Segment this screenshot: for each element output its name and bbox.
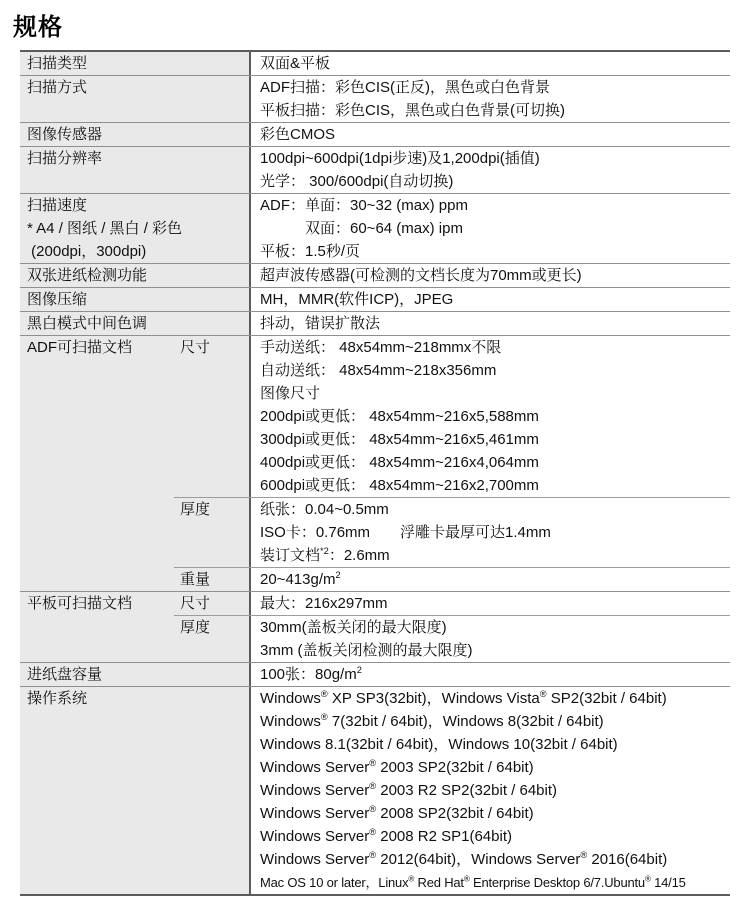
sub-label: 尺寸 bbox=[180, 595, 211, 612]
value-line: 抖动，错误扩散法 bbox=[260, 315, 381, 332]
sub-label: 厚度 bbox=[180, 619, 211, 636]
row-scan-method bbox=[20, 76, 730, 123]
value-line: Windows Server® 2008 SP2(32bit / 64bit) bbox=[260, 804, 534, 822]
label-line: 扫描速度 bbox=[27, 197, 88, 214]
value-line: 3mm (盖板关闭检测的最大限度) bbox=[260, 642, 473, 659]
value-cell bbox=[249, 264, 730, 287]
value-cell bbox=[249, 616, 730, 662]
row-tray-capacity bbox=[20, 663, 730, 687]
value-line: 100dpi~600dpi(1dpi步速)及1,200dpi(插值) bbox=[260, 150, 540, 167]
row-flatbed-scannable-document bbox=[20, 592, 730, 663]
row-scan-resolution bbox=[20, 147, 730, 194]
value-cell bbox=[249, 568, 730, 591]
sub-rows bbox=[174, 592, 730, 662]
value-line: 双面&平板 bbox=[260, 55, 331, 72]
value-line: Windows Server® 2003 R2 SP2(32bit / 64bit) bbox=[260, 781, 558, 799]
value-line: 100张：$80g/m^2$ bbox=[260, 665, 362, 683]
value-cell bbox=[249, 498, 730, 567]
subrow-thickness bbox=[174, 616, 730, 662]
label-cell bbox=[20, 288, 249, 311]
label-cell bbox=[20, 312, 249, 335]
label-cell bbox=[20, 663, 249, 686]
label-line: 图像压缩 bbox=[27, 291, 88, 308]
sub-label-cell bbox=[174, 568, 249, 591]
label-line: (200dpi，300dpi) bbox=[27, 243, 147, 260]
value-line: ISO卡：0.76mm 浮雕卡最厚可达1.4mm bbox=[260, 524, 551, 541]
value-line: 平板：1.5秒/页 bbox=[260, 243, 361, 260]
value-cell bbox=[249, 288, 730, 311]
value-line: 装订文档$^{*2}$：2.6mm bbox=[260, 546, 390, 564]
value-cell bbox=[249, 687, 730, 894]
value-line: Mac OS 10 or later，Linux® Red Hat® Enterprise Desktop 6/7.Ubuntu® 14/15 bbox=[260, 874, 686, 890]
label-cell bbox=[20, 687, 249, 894]
sub-label: 尺寸 bbox=[180, 339, 211, 356]
value-line: 最大：216x297mm bbox=[260, 595, 388, 612]
value-line: 纸张：0.04~0.5mm bbox=[260, 501, 389, 518]
value-line: MH，MMR(软件ICP)，JPEG bbox=[260, 291, 454, 308]
value-line: 光学： 300/600dpi(自动切换) bbox=[260, 173, 454, 190]
row-scan-type bbox=[20, 52, 730, 76]
label-line: 黑白模式中间色调 bbox=[27, 315, 148, 332]
page-title: 规格 bbox=[13, 14, 63, 41]
value-line: 双面：60~64 (max) ipm bbox=[260, 220, 463, 237]
label-cell bbox=[20, 123, 249, 146]
value-cell bbox=[249, 123, 730, 146]
label-cell bbox=[20, 194, 249, 263]
label-line: 平板可扫描文档 bbox=[27, 595, 133, 612]
value-cell bbox=[249, 592, 730, 615]
sub-label-cell bbox=[174, 498, 249, 567]
value-line: 自动送纸： 48x54mm~218x356mm bbox=[260, 362, 497, 379]
sub-label-cell bbox=[174, 616, 249, 662]
value-line: 400dpi或更低： 48x54mm~216x4,064mm bbox=[260, 454, 539, 471]
value-line: Windows 8.1(32bit / 64bit)，Windows 10(32bit / 64bit) bbox=[260, 736, 618, 753]
label-cell bbox=[20, 592, 174, 662]
value-line: 600dpi或更低： 48x54mm~216x2,700mm bbox=[260, 477, 539, 494]
value-cell bbox=[249, 52, 730, 75]
label-cell bbox=[20, 52, 249, 75]
label-line: 扫描类型 bbox=[27, 55, 88, 72]
label-line: 扫描方式 bbox=[27, 79, 88, 96]
label-line: 扫描分辨率 bbox=[27, 150, 103, 167]
sub-rows bbox=[174, 336, 730, 591]
value-line: 手动送纸： 48x54mm~218mmx不限 bbox=[260, 339, 502, 356]
value-cell bbox=[249, 312, 730, 335]
spec-table bbox=[20, 50, 730, 896]
value-cell bbox=[249, 663, 730, 686]
subrow-size bbox=[174, 592, 730, 616]
value-line: Windows® XP SP3(32bit)，Windows Vista® SP2(32bit / 64bit) bbox=[260, 689, 667, 707]
sub-label-cell bbox=[174, 336, 249, 497]
value-line: 300dpi或更低： 48x54mm~216x5,461mm bbox=[260, 431, 539, 448]
value-cell bbox=[249, 336, 730, 497]
value-line: 平板扫描：彩色CIS，黑色或白色背景(可切换) bbox=[260, 102, 565, 119]
sub-label: 厚度 bbox=[180, 501, 211, 518]
value-line: Windows Server® 2012(64bit)，Windows Server® 2016(64bit) bbox=[260, 850, 668, 868]
value-line: Windows Server® 2008 R2 SP1(64bit) bbox=[260, 827, 512, 845]
value-line: 彩色CMOS bbox=[260, 126, 336, 143]
label-line: * A4 / 图纸 / 黑白 / 彩色 bbox=[27, 220, 183, 237]
value-line: ADF扫描：彩色CIS(正反)，黑色或白色背景 bbox=[260, 79, 550, 96]
subrow-thickness bbox=[174, 498, 730, 568]
value-line: 30mm(盖板关闭的最大限度) bbox=[260, 619, 447, 636]
subrow-weight bbox=[174, 568, 730, 591]
row-double-feed-detection bbox=[20, 264, 730, 288]
row-adf-scannable-document bbox=[20, 336, 730, 592]
value-line: Windows Server® 2003 SP2(32bit / 64bit) bbox=[260, 758, 534, 776]
value-cell bbox=[249, 147, 730, 193]
label-cell bbox=[20, 336, 174, 591]
label-line: 操作系统 bbox=[27, 690, 88, 707]
label-line: 图像传感器 bbox=[27, 126, 103, 143]
label-line: 进纸盘容量 bbox=[27, 666, 103, 683]
value-line: Windows® 7(32bit / 64bit)，Windows 8(32bit / 64bit) bbox=[260, 712, 604, 730]
label-cell bbox=[20, 76, 249, 122]
value-line: 超声波传感器(可检测的文档长度为70mm或更长) bbox=[260, 267, 582, 284]
value-line: $20\sim 413g/m^2$ bbox=[260, 570, 341, 588]
label-cell bbox=[20, 147, 249, 193]
row-image-sensor bbox=[20, 123, 730, 147]
row-operating-system bbox=[20, 687, 730, 894]
label-cell bbox=[20, 264, 249, 287]
row-scan-speed bbox=[20, 194, 730, 264]
row-bw-halftone bbox=[20, 312, 730, 336]
label-line: 双张进纸检测功能 bbox=[27, 267, 148, 284]
sub-label-cell bbox=[174, 592, 249, 615]
sub-label: 重量 bbox=[180, 571, 211, 588]
value-line: ADF：单面：30~32 (max) ppm bbox=[260, 197, 468, 214]
label-line: ADF可扫描文档 bbox=[27, 339, 133, 356]
subrow-size bbox=[174, 336, 730, 498]
value-line: 200dpi或更低： 48x54mm~216x5,588mm bbox=[260, 408, 539, 425]
value-line: 图像尺寸 bbox=[260, 385, 321, 402]
value-cell bbox=[249, 194, 730, 263]
value-cell bbox=[249, 76, 730, 122]
row-image-compression bbox=[20, 288, 730, 312]
